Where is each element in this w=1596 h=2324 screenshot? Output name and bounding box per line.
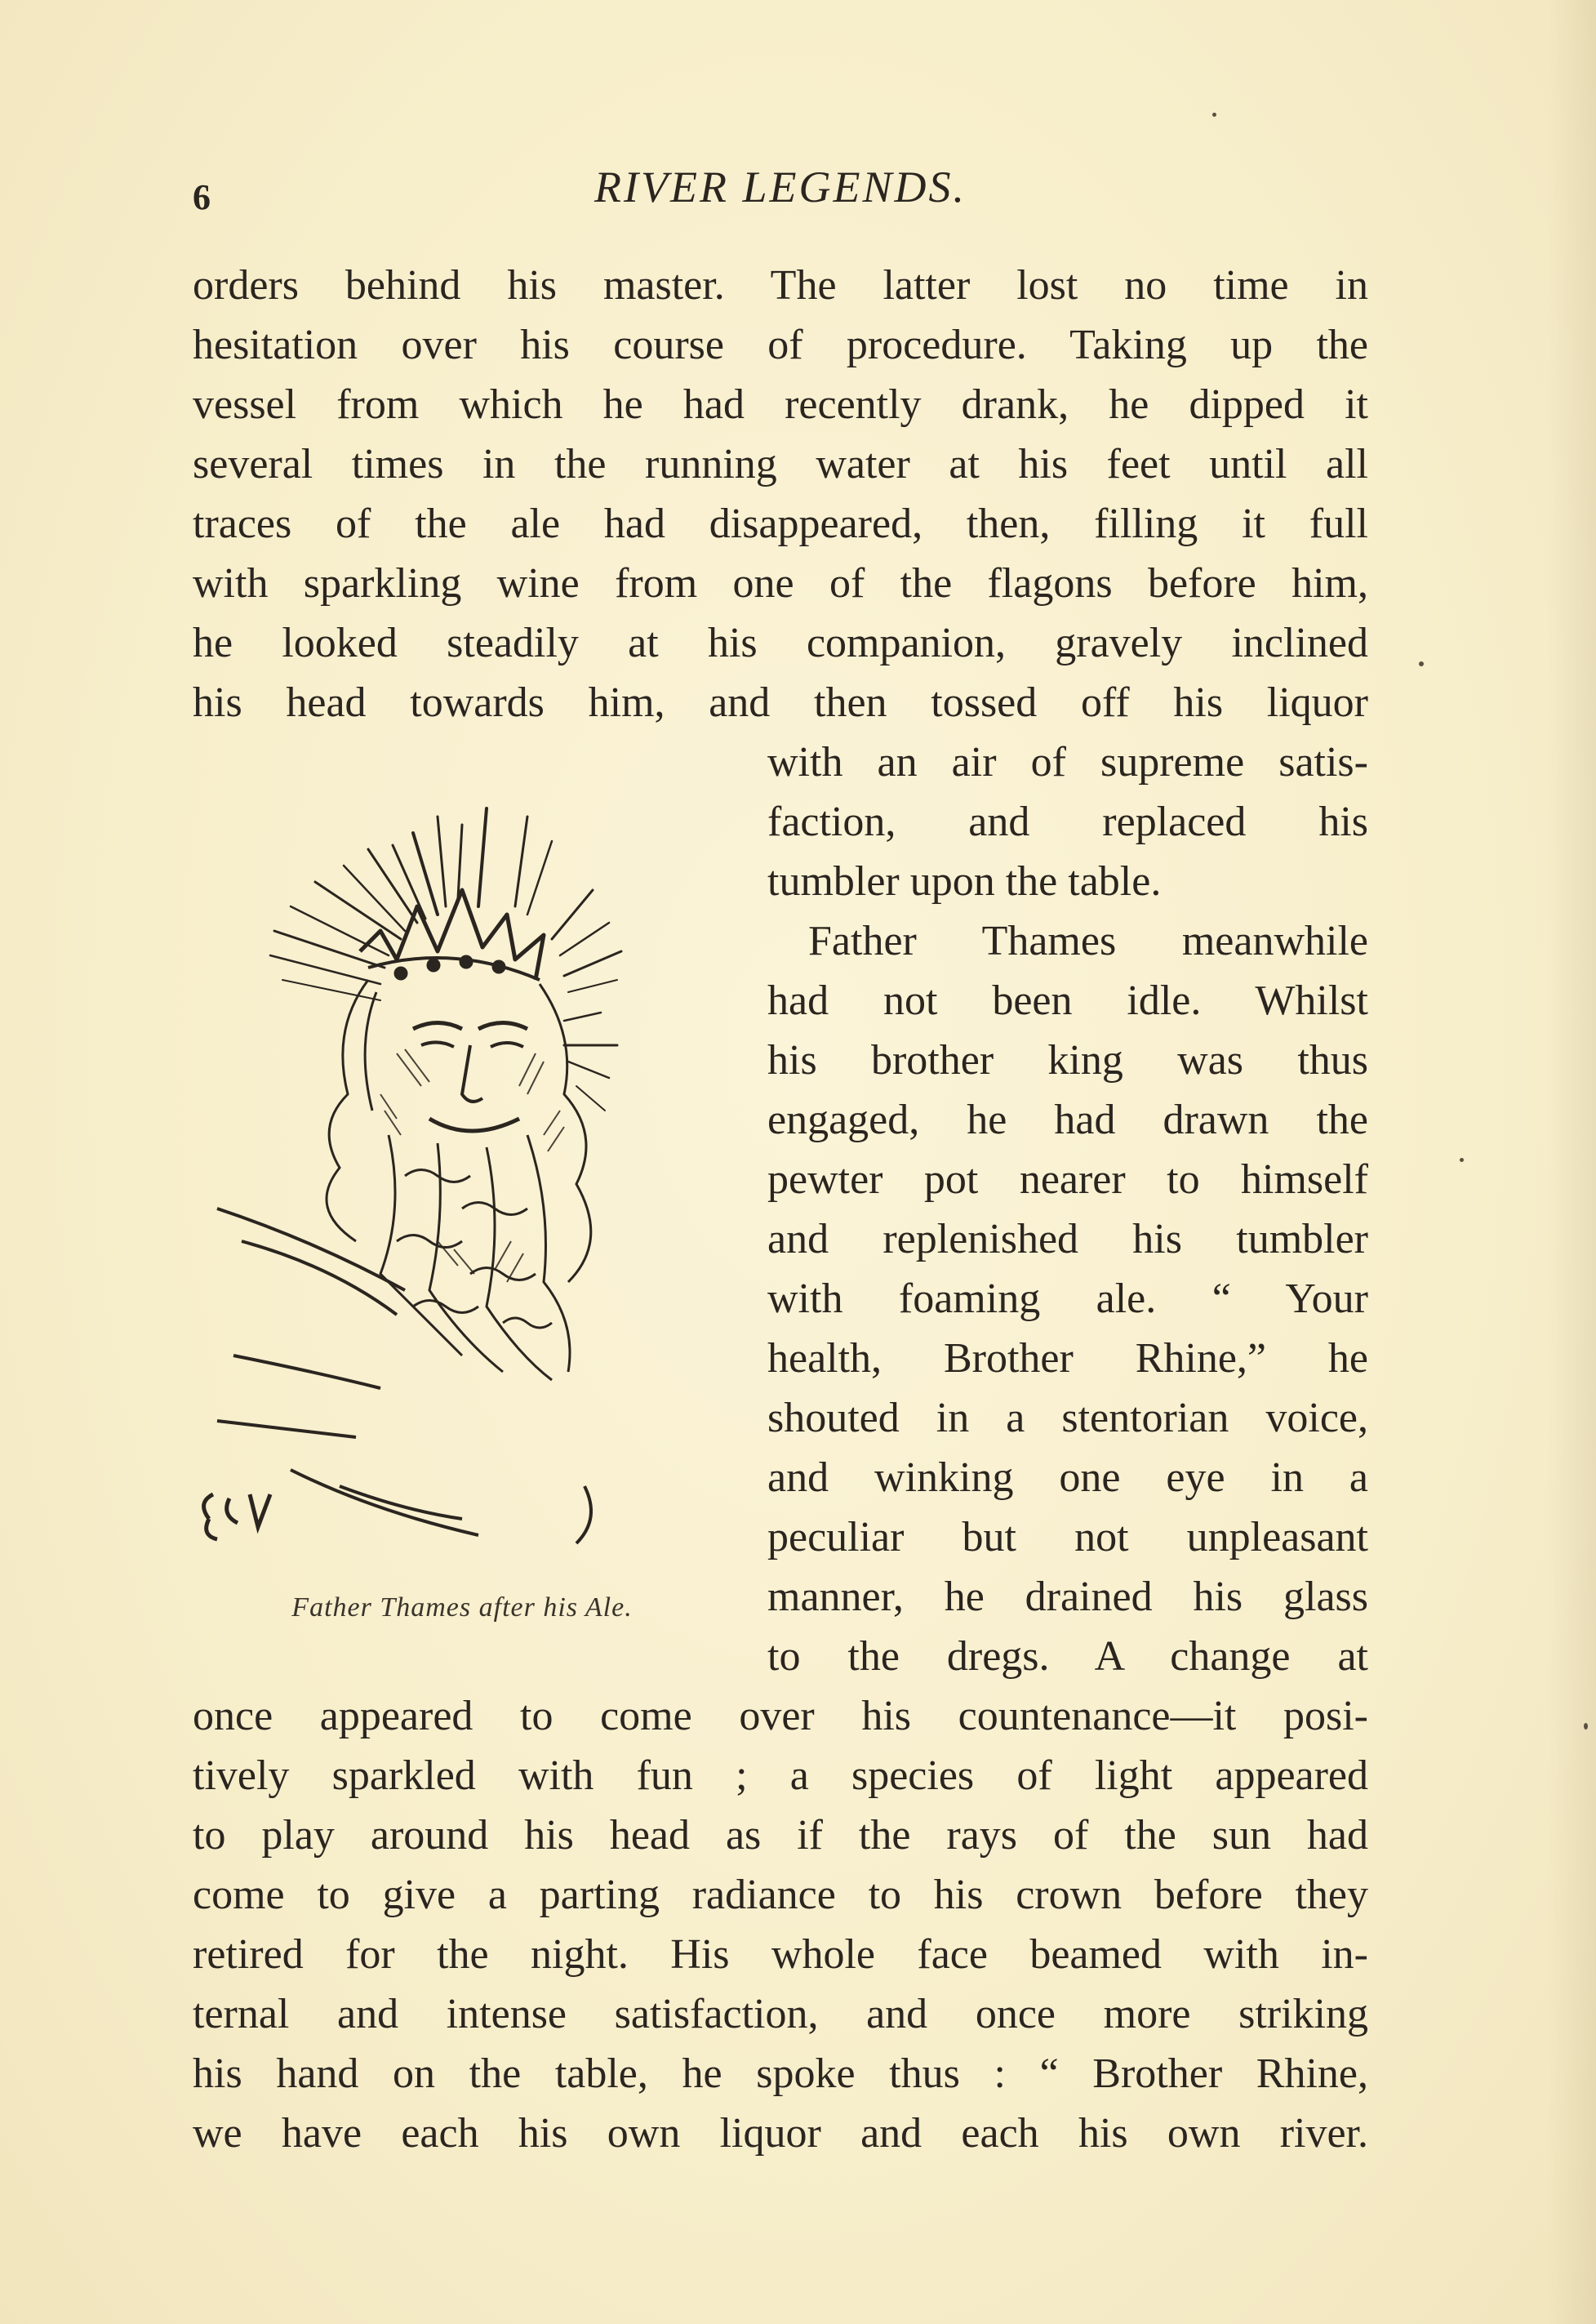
body-line: ternal and intense satisfaction, and once more striking xyxy=(193,1991,1368,2037)
body-line: orders behind his master. The latter lost no time in xyxy=(193,262,1368,309)
body-line: come to give a parting radiance to his crown before they xyxy=(193,1872,1368,1918)
column-line: with an air of supreme satis- xyxy=(767,739,1368,786)
body-line: hesitation over his course of procedure. Taking up the xyxy=(193,322,1368,368)
page-header xyxy=(193,162,1368,219)
body-line: he looked steadily at his companion, gravely inclined xyxy=(193,620,1368,666)
figure-caption: Father Thames after his Ale. xyxy=(291,1592,633,1623)
artist-signature xyxy=(204,1494,270,1539)
body-line: traces of the ale had disappeared, then, filling it full xyxy=(193,501,1368,547)
father-thames-illustration xyxy=(193,784,731,1584)
body-line: with sparkling wine from one of the flagons before him, xyxy=(193,560,1368,607)
column-line: pewter pot nearer to himself xyxy=(767,1156,1368,1203)
column-line: had not been idle. Whilst xyxy=(767,977,1368,1024)
column-line: peculiar but not unpleasant xyxy=(767,1514,1368,1560)
body-line: to play around his head as if the rays of the sun had xyxy=(193,1812,1368,1859)
column-line: to the dregs. A change at xyxy=(767,1633,1368,1680)
column-line: tumbler upon the table. xyxy=(767,858,1162,905)
column-line: and replenished his tumbler xyxy=(767,1216,1368,1262)
column-line: and winking one eye in a xyxy=(767,1454,1368,1501)
body-line: several times in the running water at his feet until all xyxy=(193,441,1368,488)
column-line: engaged, he had drawn the xyxy=(767,1097,1368,1143)
print-speck xyxy=(1460,1158,1464,1162)
body-line: retired for the night. His whole face beamed with in- xyxy=(193,1931,1368,1978)
column-line: Father Thames meanwhile xyxy=(808,918,1368,964)
body-line: once appeared to come over his countenance—it posi- xyxy=(193,1693,1368,1739)
body-line: vessel from which he had recently drank, he dipped it xyxy=(193,381,1368,428)
print-speck xyxy=(1419,661,1424,666)
column-line: health, Brother Rhine,” he xyxy=(767,1335,1368,1382)
column-line: faction, and replaced his xyxy=(767,799,1368,845)
page-edge-shadow xyxy=(1547,0,1596,2324)
robe-lines xyxy=(217,1209,591,1543)
column-line: shouted in a stentorian voice, xyxy=(767,1395,1368,1441)
illustration-figure xyxy=(193,784,731,1623)
column-line: with foaming ale. “ Your xyxy=(767,1276,1368,1322)
print-speck xyxy=(1212,113,1216,117)
print-speck xyxy=(1584,1723,1588,1730)
column-line: his brother king was thus xyxy=(767,1037,1368,1084)
body-line: tively sparkled with fun ; a species of light appeared xyxy=(193,1752,1368,1799)
running-title: RIVER LEGENDS. xyxy=(594,163,967,211)
body-line: we have each his own liquor and each his own river. xyxy=(193,2110,1368,2157)
body-line: his hand on the table, he spoke thus : “ Brother Rhine, xyxy=(193,2050,1368,2097)
body-line: his head towards him, and then tossed off his liquor xyxy=(193,679,1368,726)
face-and-beard xyxy=(327,980,591,1380)
column-line: manner, he drained his glass xyxy=(767,1574,1368,1620)
page-number: 6 xyxy=(193,177,211,217)
